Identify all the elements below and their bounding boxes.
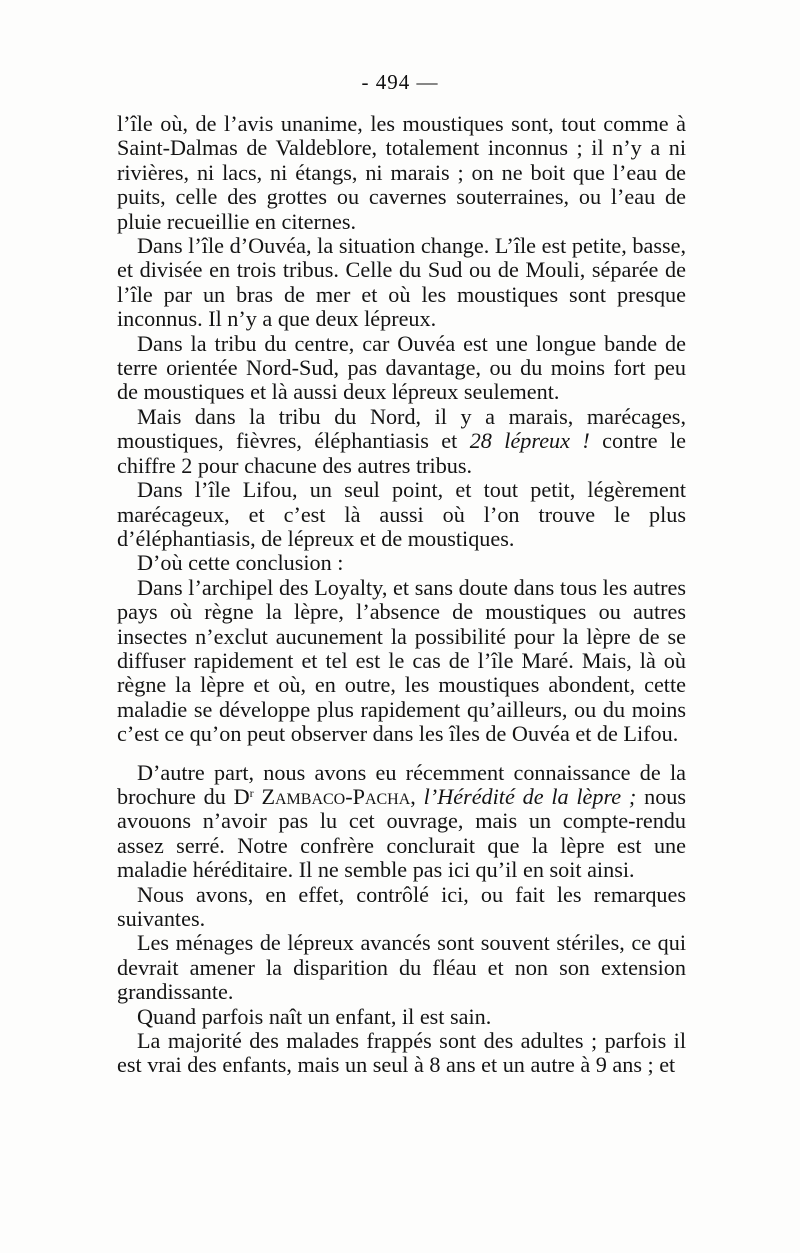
paragraph-11: Quand parfois naît un enfant, il est sain. [137, 1003, 492, 1029]
author-name: Zambaco-Pacha [261, 783, 411, 809]
paragraph-8-text-c: nous avouons n’avoir pas lu cet ouvrage, mais un compte-rendu assez serré. Notre confrère conclurait que la lèpre est une maladie héréditaire. Il ne semble pas ici qu’il en soit ainsi. [117, 783, 687, 883]
paragraph-3: Dans la tribu du centre, car Ouvéa est une longue bande de terre orientée Nord-Sud, pas davantage, ou du moins fort peu de moustiques et là aussi deux lépreux seulement. [117, 330, 686, 405]
paragraph-6: D’où cette conclusion : [137, 550, 344, 576]
paragraph-9: Nous avons, en effet, contrôlé ici, ou fait les remarques suivantes. [117, 881, 686, 931]
paragraph-7: Dans l’archipel des Loyalty, et sans doute dans tous les autres pays où règne la lèpre, l’absence de moustiques ou autres insectes n’exclut aucunement la possibilité pour la lèpre de se diffuser rapidement et tel est le cas de l’île Maré. Mais, là où règne la lèpre et où, en outre, les moustiques abondent, cette maladie se développe plus rapidement qu’ailleurs, ou du moins c’est ce qu’on peut observer dans les îles de Ouvéa et de Lifou. [117, 574, 686, 747]
paragraph-4-emphasis: 28 lépreux ! [469, 428, 590, 454]
paragraph-4-text-b: contre le chiffre 2 pour chacune des autres tribus. [117, 428, 686, 478]
page-number: - 494 — [361, 70, 439, 94]
paragraph-8-superscript: r [249, 785, 254, 800]
paragraph-4 [117, 405, 686, 478]
paragraph-8-text-a: D’autre part, nous avons eu récemment connaissance de la brochure du D [117, 759, 686, 809]
paragraph-8 [117, 761, 686, 883]
paragraph-10: Les ménages de lépreux avancés sont souvent stériles, ce qui devrait amener la disparition du fléau et non son extension grandissante. [117, 930, 686, 1005]
paragraph-8-text-b: , [410, 783, 424, 809]
paragraph-1: l’île où, de l’avis unanime, les moustiques sont, tout comme à Saint-Dalmas de Valdeblore, totalement inconnus ; il n’y a ni rivières, ni lacs, ni étangs, ni marais ; on ne boit que l’eau de puits, celle des grottes ou cavernes souterraines, ou l’eau de pluie recueillie en citernes. [117, 111, 686, 234]
body-text [117, 112, 686, 1078]
paragraph-5: Dans l’île Lifou, un seul point, et tout petit, légèrement marécageux, et c’est là aussi où l’on trouve le plus d’éléphantiasis, de lépreux et de moustiques. [117, 477, 686, 551]
book-title: l’Hérédité de la lèpre ; [423, 783, 637, 809]
paragraph-12: La majorité des malades frappés sont des adultes ; parfois il est vrai des enfants, mais un seul à 8 ans et un autre à 9 ans ; et [117, 1028, 686, 1078]
paragraph-2: Dans l’île d’Ouvéa, la situation change. L’île est petite, basse, et divisée en trois tribus. Celle du Sud ou de Mouli, séparée de l’île par un bras de mer et où les moustiques sont presque inconnus. Il n’y a que deux lépreux. [117, 233, 686, 332]
paragraph-4-text-a: Mais dans la tribu du Nord, il y a marais, marécages, moustiques, fièvres, éléphantiasis et [117, 403, 686, 454]
